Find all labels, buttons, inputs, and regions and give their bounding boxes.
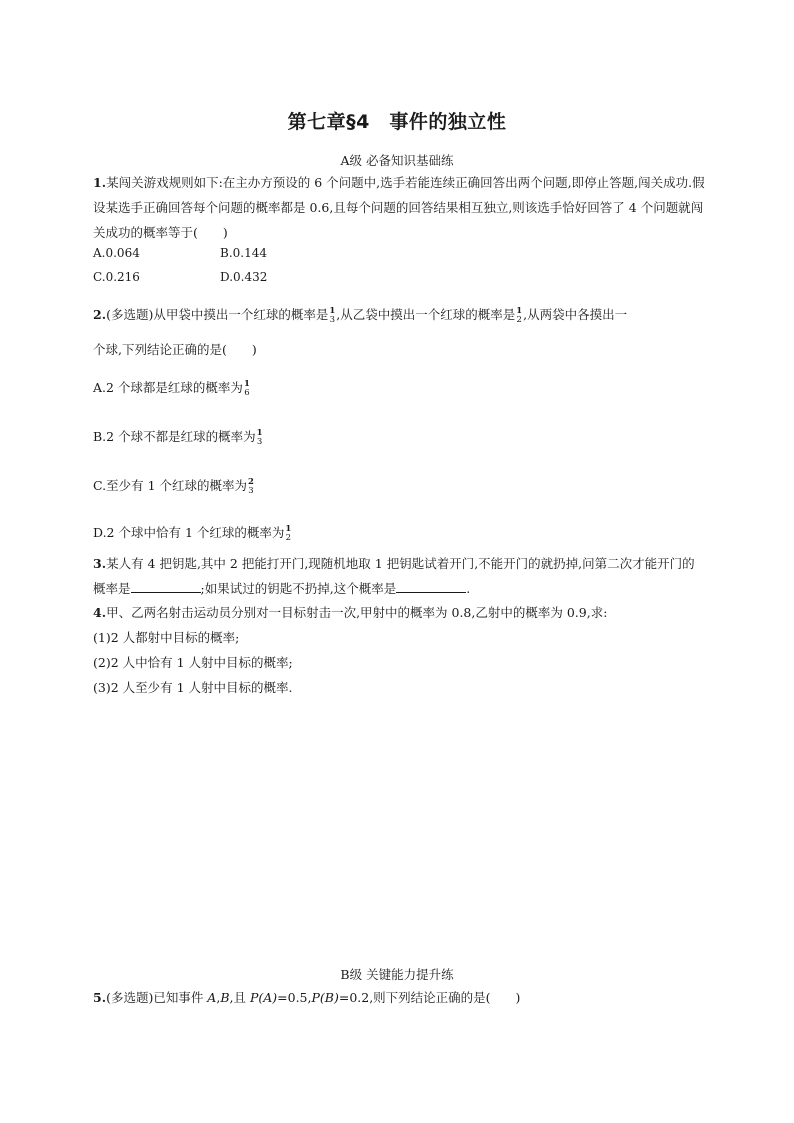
q2-option-a: A.2 个球都是红球的概率为 1 6 <box>93 378 250 398</box>
question-text: 某人有 4 把钥匙,其中 2 把能打开门,现随机地取 1 把钥匙试着开门,不能开门的就扔掉,问第二次才能开门的概率是 <box>93 556 695 596</box>
question-number: 2. <box>93 307 107 322</box>
q2-option-d: D.2 个球中恰有 1 个红球的概率为 1 2 <box>93 523 292 543</box>
section-a-heading: A级 必备知识基础练 <box>340 153 454 168</box>
option-c: C.0.216 <box>93 270 140 284</box>
q2-option-b: B.2 个球不都是红球的概率为 1 3 <box>93 427 263 447</box>
section-b-heading: B级 关键能力提升练 <box>340 967 454 982</box>
question-4 <box>93 603 607 621</box>
fraction: 1 3 <box>329 305 336 325</box>
question-1 <box>93 170 705 245</box>
question-5: 5.(多选题)已知事件 A,B,且 P(A)=0.5,P(B)=0.2,则下列结论正确的是( ) <box>93 990 521 1005</box>
question-text: ,从两袋中各摸出一 <box>523 307 628 322</box>
question-text: 某闯关游戏规则如下:在主办方预设的 6 个问题中,选手若能连续正确回答出两个问题,即停止答题,闯关成功.假设某选手正确回答每个问题的概率都是 0.6,且每个问题的回答结果相互独立,则该选手恰好回答了 4 个问题就闯关成功的概率等于( ) <box>93 175 705 240</box>
question-number: 4. <box>93 605 107 620</box>
q2-option-c: C.至少有 1 个红球的概率为 2 3 <box>93 476 254 496</box>
answer-blank[interactable] <box>131 580 201 593</box>
fraction: 1 3 <box>256 427 263 447</box>
page-title: 第七章§4 事件的独立性 <box>287 111 507 133</box>
question-2-line2: 个球,下列结论正确的是( ) <box>93 342 257 357</box>
question-4-part-3: (3)2 人至少有 1 人射中目标的概率. <box>93 680 293 695</box>
question-text: ,从乙袋中摸出一个红球的概率是 <box>336 307 516 322</box>
question-number: 5. <box>93 990 107 1005</box>
fraction: 1 2 <box>285 523 292 543</box>
question-4-part-1: (1)2 人都射中目标的概率; <box>93 630 240 645</box>
question-4-part-2: (2)2 人中恰有 1 人射中目标的概率; <box>93 655 293 670</box>
answer-blank[interactable] <box>396 580 466 593</box>
question-number: 1. <box>93 175 107 190</box>
question-2 <box>93 305 627 325</box>
option-d: D.0.432 <box>220 270 268 284</box>
option-a: A.0.064 <box>93 246 140 260</box>
fraction: 1 2 <box>516 305 523 325</box>
question-text: (多选题)从甲袋中摸出一个红球的概率是 <box>106 307 329 322</box>
option-b: B.0.144 <box>220 246 267 260</box>
question-number: 3. <box>93 556 107 571</box>
question-3: 3.某人有 4 把钥匙,其中 2 把能打开门,现随机地取 1 把钥匙试着开门,不能开门的就扔掉,问第二次才能开门的概率是 ;如果试过的钥匙不扔掉,这个概率是 . <box>93 556 695 596</box>
fraction: 1 6 <box>243 378 250 398</box>
fraction: 2 3 <box>248 476 254 496</box>
question-text: 甲、乙两名射击运动员分别对一目标射击一次,甲射中的概率为 0.8,乙射中的概率为 0.9,求: <box>106 605 608 620</box>
question-text: ;如果试过的钥匙不扔掉,这个概率是 <box>200 581 397 596</box>
